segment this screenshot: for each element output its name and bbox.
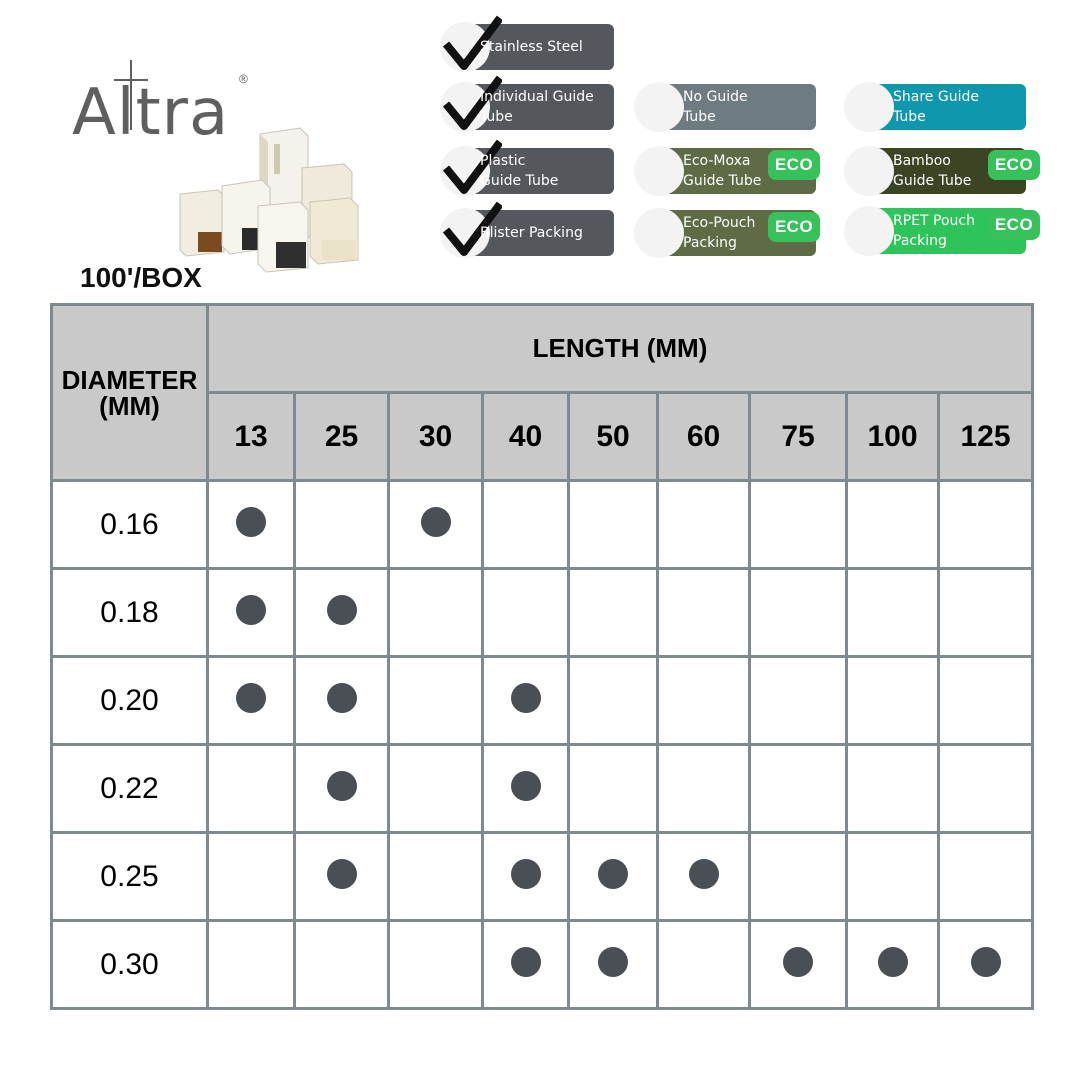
option-eco-moxa-guide-tube[interactable] (646, 148, 816, 194)
available-dot-icon (783, 947, 813, 977)
option-label: RPET Pouch Packing (893, 213, 975, 249)
available-dot-icon (236, 683, 266, 713)
available-dot-icon (598, 859, 628, 889)
availability-cell (569, 745, 658, 833)
available-dot-icon (236, 507, 266, 537)
table-row (52, 745, 1033, 833)
length-value-125: 125 (939, 393, 1033, 481)
availability-cell (569, 569, 658, 657)
registered-mark: ® (239, 72, 248, 86)
table-row (52, 921, 1033, 1009)
product-boxes-image (176, 124, 376, 274)
availability-cell (295, 745, 389, 833)
availability-cell (658, 657, 750, 745)
table-row (52, 657, 1033, 745)
available-dot-icon (327, 771, 357, 801)
option-bamboo-guide-tube[interactable] (856, 148, 1034, 194)
availability-cell (295, 569, 389, 657)
length-value-100: 100 (847, 393, 939, 481)
diameter-value: 0.16 (52, 481, 208, 569)
availability-cell (569, 833, 658, 921)
availability-cell (208, 833, 295, 921)
availability-cell (939, 745, 1033, 833)
availability-cell (750, 921, 847, 1009)
option-plastic-guide-tube[interactable] (452, 148, 614, 194)
table-row (52, 833, 1033, 921)
diameter-header-text: DIAMETER (MM) (61, 364, 198, 421)
option-circle (634, 208, 684, 258)
diameter-length-table (50, 303, 1034, 1010)
availability-cell (939, 657, 1033, 745)
availability-cell (750, 745, 847, 833)
length-value-25: 25 (295, 393, 389, 481)
option-label: No Guide Tube (683, 89, 748, 125)
availability-cell (658, 481, 750, 569)
available-dot-icon (327, 595, 357, 625)
availability-cell (389, 833, 483, 921)
availability-cell (208, 569, 295, 657)
availability-cell (295, 481, 389, 569)
diameter-value: 0.18 (52, 569, 208, 657)
length-value-75: 75 (750, 393, 847, 481)
availability-cell (658, 921, 750, 1009)
option-circle (844, 82, 894, 132)
option-rpet-pouch-packing[interactable] (856, 208, 1034, 254)
availability-cell (939, 569, 1033, 657)
option-circle (634, 82, 684, 132)
available-dot-icon (511, 771, 541, 801)
option-label: Bamboo Guide Tube (893, 153, 972, 189)
availability-cell (750, 481, 847, 569)
available-dot-icon (971, 947, 1001, 977)
availability-cell (750, 833, 847, 921)
available-dot-icon (878, 947, 908, 977)
diameter-value: 0.22 (52, 745, 208, 833)
length-value-30: 30 (389, 393, 483, 481)
availability-cell (939, 481, 1033, 569)
availability-cell (389, 745, 483, 833)
availability-cell (483, 921, 569, 1009)
availability-cell (483, 833, 569, 921)
box-quantity-caption: 100'/BOX (80, 262, 202, 293)
availability-cell (847, 921, 939, 1009)
availability-cell (389, 657, 483, 745)
availability-cell (295, 921, 389, 1009)
availability-cell (208, 921, 295, 1009)
option-label: Share Guide Tube (893, 89, 979, 125)
option-label: Plastic Guide Tube (480, 153, 559, 189)
option-circle (844, 146, 894, 196)
availability-cell (658, 745, 750, 833)
diameter-header (52, 305, 208, 481)
available-dot-icon (421, 507, 451, 537)
availability-cell (750, 569, 847, 657)
availability-cell (208, 745, 295, 833)
availability-cell (939, 921, 1033, 1009)
available-dot-icon (511, 683, 541, 713)
length-value-13: 13 (208, 393, 295, 481)
availability-cell (847, 657, 939, 745)
availability-cell (208, 481, 295, 569)
option-label: Stainless Steel (480, 39, 583, 55)
availability-cell (847, 833, 939, 921)
available-dot-icon (689, 859, 719, 889)
availability-cell (483, 569, 569, 657)
availability-cell (750, 657, 847, 745)
option-circle (634, 146, 684, 196)
available-dot-icon (236, 595, 266, 625)
availability-cell (569, 657, 658, 745)
availability-cell (295, 833, 389, 921)
eco-badge: ECO (768, 150, 820, 180)
option-circle (844, 206, 894, 256)
availability-cell (389, 481, 483, 569)
available-dot-icon (327, 683, 357, 713)
availability-cell (569, 481, 658, 569)
option-share-guide-tube[interactable] (856, 84, 1026, 130)
option-stainless-steel[interactable] (452, 24, 614, 70)
available-dot-icon (598, 947, 628, 977)
available-dot-icon (327, 859, 357, 889)
availability-cell (389, 569, 483, 657)
availability-cell (569, 921, 658, 1009)
availability-cell (939, 833, 1033, 921)
availability-cell (847, 481, 939, 569)
option-label: Individual Guide Tube (480, 89, 594, 125)
availability-cell (389, 921, 483, 1009)
diameter-value: 0.20 (52, 657, 208, 745)
eco-badge: ECO (768, 212, 820, 242)
availability-cell (483, 481, 569, 569)
option-no-guide-tube[interactable] (646, 84, 816, 130)
length-header: LENGTH (MM) (208, 305, 1033, 393)
availability-cell (208, 657, 295, 745)
option-label: Eco-Moxa Guide Tube (683, 153, 762, 189)
available-dot-icon (511, 947, 541, 977)
eco-badge: ECO (988, 210, 1040, 240)
length-value-60: 60 (658, 393, 750, 481)
diameter-value: 0.25 (52, 833, 208, 921)
availability-cell (483, 657, 569, 745)
table-row (52, 569, 1033, 657)
eco-badge: ECO (988, 150, 1040, 180)
option-label: Blister Packing (480, 225, 583, 241)
option-individual-guide-tube[interactable] (452, 84, 614, 130)
diameter-value: 0.30 (52, 921, 208, 1009)
availability-cell (658, 833, 750, 921)
option-eco-pouch-packing[interactable] (646, 210, 816, 256)
available-dot-icon (511, 859, 541, 889)
availability-cell (295, 657, 389, 745)
length-value-40: 40 (483, 393, 569, 481)
brand-name: Altra (72, 76, 230, 150)
table-row (52, 481, 1033, 569)
option-blister-packing[interactable] (452, 210, 614, 256)
availability-cell (847, 569, 939, 657)
availability-cell (847, 745, 939, 833)
availability-cell (658, 569, 750, 657)
availability-cell (483, 745, 569, 833)
option-label: Eco-Pouch Packing (683, 215, 756, 251)
length-value-50: 50 (569, 393, 658, 481)
